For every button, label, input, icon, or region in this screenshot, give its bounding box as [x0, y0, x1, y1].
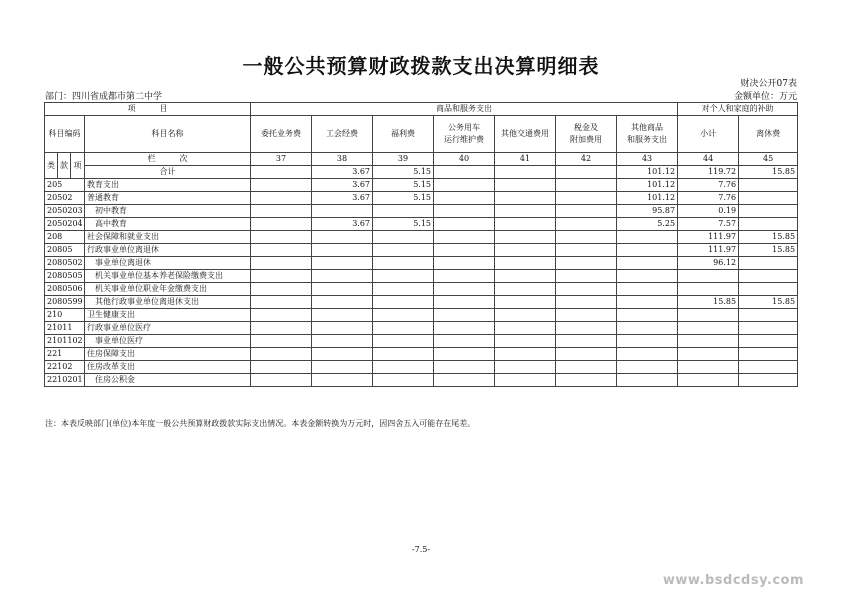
- header-col-5: 税金及 附加费用: [556, 116, 617, 153]
- row-value-8: [739, 335, 798, 348]
- row-value-8: [739, 283, 798, 296]
- row-value-0: [251, 296, 312, 309]
- row-value-4: [495, 374, 556, 387]
- row-value-3: [434, 322, 495, 335]
- row-value-8: [739, 257, 798, 270]
- row-value-3: [434, 244, 495, 257]
- row-value-6: [617, 270, 678, 283]
- total-value-5: [556, 166, 617, 179]
- row-value-4: [495, 309, 556, 322]
- row-value-1: [312, 374, 373, 387]
- row-value-2: [373, 374, 434, 387]
- row-value-0: [251, 374, 312, 387]
- table-row: [45, 192, 798, 205]
- row-value-0: [251, 309, 312, 322]
- row-code: 221: [45, 348, 85, 361]
- row-code: 2080506: [45, 283, 85, 296]
- column-number-1: 38: [312, 153, 373, 166]
- row-value-5: [556, 218, 617, 231]
- row-name: 事业单位离退休: [85, 257, 251, 270]
- table-row: [45, 348, 798, 361]
- row-value-3: [434, 192, 495, 205]
- row-value-0: [251, 270, 312, 283]
- row-value-3: [434, 205, 495, 218]
- row-value-1: [312, 257, 373, 270]
- row-value-1: 3.67: [312, 192, 373, 205]
- row-value-2: [373, 283, 434, 296]
- row-value-8: [739, 348, 798, 361]
- row-code: 2101102: [45, 335, 85, 348]
- unit-label: 金额单位：万元: [733, 92, 797, 102]
- row-value-8: [739, 179, 798, 192]
- row-code: 2050204: [45, 218, 85, 231]
- row-value-0: [251, 335, 312, 348]
- header-xiang: 项: [71, 153, 85, 179]
- row-value-5: [556, 205, 617, 218]
- row-value-4: [495, 205, 556, 218]
- row-value-7: 15.85: [678, 296, 739, 309]
- row-name: 住房公积金: [85, 374, 251, 387]
- row-value-2: [373, 257, 434, 270]
- row-code: 208: [45, 231, 85, 244]
- header-name: 科目名称: [85, 116, 251, 153]
- row-value-8: [739, 309, 798, 322]
- expenditure-table: [44, 102, 798, 387]
- row-value-3: [434, 335, 495, 348]
- row-name: 事业单位医疗: [85, 335, 251, 348]
- row-value-7: [678, 270, 739, 283]
- row-value-0: [251, 283, 312, 296]
- row-value-2: [373, 270, 434, 283]
- row-value-1: 3.67: [312, 218, 373, 231]
- row-code: 22102: [45, 361, 85, 374]
- row-value-5: [556, 283, 617, 296]
- header-lei: 类: [45, 153, 58, 179]
- row-value-5: [556, 361, 617, 374]
- row-value-4: [495, 348, 556, 361]
- row-value-5: [556, 296, 617, 309]
- column-number-4: 41: [495, 153, 556, 166]
- row-value-0: [251, 231, 312, 244]
- header-project: 项 目: [45, 103, 251, 116]
- total-value-1: 3.67: [312, 166, 373, 179]
- row-value-3: [434, 374, 495, 387]
- row-value-2: [373, 205, 434, 218]
- row-code: 20502: [45, 192, 85, 205]
- row-value-1: [312, 361, 373, 374]
- row-value-1: [312, 335, 373, 348]
- row-value-1: [312, 348, 373, 361]
- row-value-8: [739, 205, 798, 218]
- row-value-8: 15.85: [739, 244, 798, 257]
- row-value-7: [678, 335, 739, 348]
- row-value-5: [556, 322, 617, 335]
- row-code: 2080505: [45, 270, 85, 283]
- total-label: 合计: [85, 166, 251, 179]
- row-code: 2080502: [45, 257, 85, 270]
- row-value-0: [251, 244, 312, 257]
- row-value-7: 7.76: [678, 192, 739, 205]
- row-value-7: [678, 361, 739, 374]
- row-value-5: [556, 257, 617, 270]
- row-value-5: [556, 244, 617, 257]
- row-name: 机关事业单位职业年金缴费支出: [85, 283, 251, 296]
- row-value-5: [556, 335, 617, 348]
- row-value-6: 95.87: [617, 205, 678, 218]
- row-value-3: [434, 231, 495, 244]
- row-value-7: 111.97: [678, 244, 739, 257]
- column-number-6: 43: [617, 153, 678, 166]
- row-value-2: [373, 335, 434, 348]
- row-value-3: [434, 296, 495, 309]
- table-row: [45, 322, 798, 335]
- row-value-2: [373, 296, 434, 309]
- row-value-2: 5.15: [373, 179, 434, 192]
- row-name: 卫生健康支出: [85, 309, 251, 322]
- row-code: 2080599: [45, 296, 85, 309]
- row-value-6: [617, 361, 678, 374]
- header-col-2: 福利费: [373, 116, 434, 153]
- row-name: 高中教育: [85, 218, 251, 231]
- row-value-4: [495, 192, 556, 205]
- row-value-6: [617, 231, 678, 244]
- table-row: [45, 231, 798, 244]
- row-value-4: [495, 335, 556, 348]
- header-row-2: [45, 116, 798, 153]
- row-value-6: 101.12: [617, 192, 678, 205]
- column-number-8: 45: [739, 153, 798, 166]
- row-code: 20805: [45, 244, 85, 257]
- row-value-4: [495, 270, 556, 283]
- row-value-6: [617, 374, 678, 387]
- column-number-2: 39: [373, 153, 434, 166]
- row-value-6: [617, 283, 678, 296]
- page-title: 一般公共预算财政拨款支出决算明细表: [242, 54, 600, 78]
- column-number-3: 40: [434, 153, 495, 166]
- header-col-7: 小计: [678, 116, 739, 153]
- form-code: 财决公开07表: [740, 79, 797, 89]
- total-value-7: 119.72: [678, 166, 739, 179]
- header-col-3: 公务用车 运行维护费: [434, 116, 495, 153]
- header-col-1: 工会经费: [312, 116, 373, 153]
- row-value-3: [434, 257, 495, 270]
- row-code: 21011: [45, 322, 85, 335]
- row-value-5: [556, 309, 617, 322]
- row-name: 住房改革支出: [85, 361, 251, 374]
- row-value-1: [312, 270, 373, 283]
- department-label: 部门：四川省成都市第二中学: [45, 92, 163, 102]
- row-value-4: [495, 296, 556, 309]
- total-value-3: [434, 166, 495, 179]
- row-value-6: [617, 244, 678, 257]
- row-name: 初中教育: [85, 205, 251, 218]
- row-value-0: [251, 218, 312, 231]
- header-col-8: 离休费: [739, 116, 798, 153]
- row-value-4: [495, 257, 556, 270]
- row-code: 2050203: [45, 205, 85, 218]
- row-value-0: [251, 179, 312, 192]
- row-value-5: [556, 374, 617, 387]
- row-value-7: 7.76: [678, 179, 739, 192]
- header-code: 科目编码: [45, 116, 85, 153]
- row-value-8: [739, 218, 798, 231]
- column-number-0: 37: [251, 153, 312, 166]
- row-value-8: [739, 374, 798, 387]
- row-value-2: [373, 244, 434, 257]
- row-value-7: 96.12: [678, 257, 739, 270]
- row-value-6: [617, 257, 678, 270]
- row-value-3: [434, 218, 495, 231]
- column-number-5: 42: [556, 153, 617, 166]
- row-name: 普通教育: [85, 192, 251, 205]
- row-value-3: [434, 348, 495, 361]
- table-notes: 注：本表反映部门(单位)本年度一般公共预算财政拨款实际支出情况。本表金额转换为万元时，因四舍五入可能存在尾差。: [45, 419, 476, 428]
- table-row: [45, 335, 798, 348]
- total-value-2: 5.15: [373, 166, 434, 179]
- row-value-1: [312, 296, 373, 309]
- header-col-0: 委托业务费: [251, 116, 312, 153]
- row-value-7: [678, 309, 739, 322]
- row-value-1: [312, 231, 373, 244]
- row-value-8: 15.85: [739, 296, 798, 309]
- row-value-0: [251, 205, 312, 218]
- row-value-4: [495, 179, 556, 192]
- row-value-0: [251, 322, 312, 335]
- row-value-7: [678, 374, 739, 387]
- row-name: 行政事业单位医疗: [85, 322, 251, 335]
- row-value-4: [495, 244, 556, 257]
- row-value-7: 0.19: [678, 205, 739, 218]
- row-value-2: 5.15: [373, 218, 434, 231]
- row-value-6: 5.25: [617, 218, 678, 231]
- total-value-4: [495, 166, 556, 179]
- table-row: [45, 361, 798, 374]
- row-value-1: [312, 244, 373, 257]
- row-value-4: [495, 322, 556, 335]
- row-code: 210: [45, 309, 85, 322]
- row-name: 其他行政事业单位离退休支出: [85, 296, 251, 309]
- row-value-2: [373, 322, 434, 335]
- row-value-7: 111.97: [678, 231, 739, 244]
- row-value-6: [617, 335, 678, 348]
- row-value-2: 5.15: [373, 192, 434, 205]
- row-value-4: [495, 231, 556, 244]
- header-goods-services: 商品和服务支出: [251, 103, 678, 116]
- row-code: 2210201: [45, 374, 85, 387]
- row-value-4: [495, 283, 556, 296]
- row-value-1: [312, 205, 373, 218]
- header-lanci: 栏 次: [85, 153, 251, 166]
- page-number: -7.5-: [411, 545, 431, 554]
- table-row: [45, 179, 798, 192]
- total-value-0: [251, 166, 312, 179]
- total-value-8: 15.85: [739, 166, 798, 179]
- row-value-6: [617, 309, 678, 322]
- row-value-0: [251, 348, 312, 361]
- row-value-8: [739, 361, 798, 374]
- row-value-5: [556, 179, 617, 192]
- row-value-1: [312, 283, 373, 296]
- row-code: 205: [45, 179, 85, 192]
- row-value-8: 15.85: [739, 231, 798, 244]
- row-name: 机关事业单位基本养老保险缴费支出: [85, 270, 251, 283]
- header-row-1: [45, 103, 798, 116]
- row-value-3: [434, 361, 495, 374]
- row-value-4: [495, 218, 556, 231]
- table-row: [45, 244, 798, 257]
- row-value-0: [251, 257, 312, 270]
- row-value-2: [373, 309, 434, 322]
- row-name: 住房保障支出: [85, 348, 251, 361]
- header-col-6: 其他商品 和服务支出: [617, 116, 678, 153]
- row-value-3: [434, 270, 495, 283]
- total-row: [45, 166, 798, 179]
- row-value-2: [373, 231, 434, 244]
- header-col-4: 其他交通费用: [495, 116, 556, 153]
- row-name: 行政事业单位离退休: [85, 244, 251, 257]
- row-value-4: [495, 361, 556, 374]
- table-row: [45, 257, 798, 270]
- row-name: 教育支出: [85, 179, 251, 192]
- table-row: [45, 205, 798, 218]
- table-row: [45, 374, 798, 387]
- row-value-7: [678, 283, 739, 296]
- row-value-1: [312, 322, 373, 335]
- row-value-6: [617, 348, 678, 361]
- row-value-2: [373, 348, 434, 361]
- header-family-subsidy: 对个人和家庭的补助: [678, 103, 798, 116]
- row-value-8: [739, 270, 798, 283]
- row-value-7: [678, 348, 739, 361]
- site-watermark: www.bsdcdsy.com: [662, 573, 804, 588]
- row-value-3: [434, 283, 495, 296]
- row-value-5: [556, 192, 617, 205]
- row-value-5: [556, 348, 617, 361]
- row-value-0: [251, 361, 312, 374]
- column-number-7: 44: [678, 153, 739, 166]
- row-value-7: [678, 322, 739, 335]
- table-row: [45, 309, 798, 322]
- row-value-1: [312, 309, 373, 322]
- row-value-6: [617, 296, 678, 309]
- header-row-3: [45, 153, 798, 166]
- row-name: 社会保障和就业支出: [85, 231, 251, 244]
- table-row: [45, 218, 798, 231]
- row-value-6: [617, 322, 678, 335]
- table-row: [45, 283, 798, 296]
- row-value-8: [739, 192, 798, 205]
- row-value-6: 101.12: [617, 179, 678, 192]
- row-value-1: 3.67: [312, 179, 373, 192]
- row-value-3: [434, 309, 495, 322]
- row-value-3: [434, 179, 495, 192]
- header-kuan: 款: [58, 153, 71, 179]
- row-value-2: [373, 361, 434, 374]
- row-value-5: [556, 270, 617, 283]
- table-row: [45, 296, 798, 309]
- row-value-8: [739, 322, 798, 335]
- total-value-6: 101.12: [617, 166, 678, 179]
- row-value-5: [556, 231, 617, 244]
- row-value-7: 7.57: [678, 218, 739, 231]
- table-row: [45, 270, 798, 283]
- row-value-0: [251, 192, 312, 205]
